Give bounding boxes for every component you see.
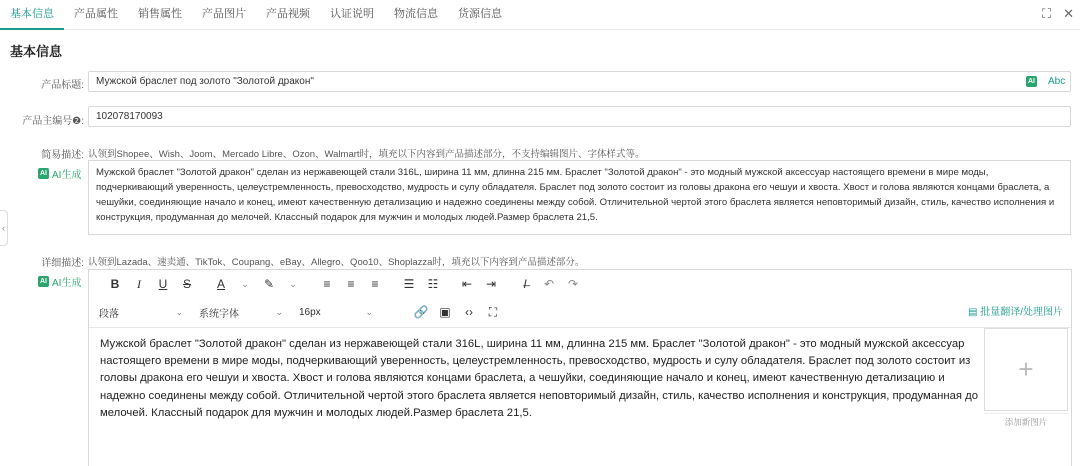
bold-icon[interactable]: B bbox=[110, 277, 120, 291]
image-icon[interactable]: ▣ bbox=[439, 305, 451, 319]
product-title-value: Мужской браслет под золото "Золотой дракон" bbox=[96, 76, 314, 87]
collapse-left-icon[interactable]: ‹ bbox=[0, 210, 8, 246]
outdent-icon[interactable]: ⇤ bbox=[461, 277, 473, 291]
chevron-down-icon[interactable]: ⌄ bbox=[289, 278, 297, 289]
numbered-list-icon[interactable]: ☷ bbox=[427, 277, 439, 291]
tab-certification[interactable]: 认证说明 bbox=[330, 7, 374, 20]
tab-logistics[interactable]: 物流信息 bbox=[394, 7, 438, 20]
brief-description-hint: 认领到Shopee、Wish、Joom、Mercado Libre、Ozon、Walmart时，填充以下内容到产品描述部分，不支持编辑图片、字体样式等。 bbox=[88, 149, 645, 160]
chevron-down-icon[interactable]: ⌄ bbox=[241, 278, 249, 289]
undo-icon[interactable]: ↶ bbox=[543, 277, 555, 291]
redo-icon[interactable]: ↷ bbox=[567, 277, 579, 291]
tab-basic-info[interactable]: 基本信息 bbox=[0, 0, 64, 30]
detail-ai-generate-button[interactable]: AI AI生成 bbox=[40, 278, 82, 289]
bullet-list-icon[interactable]: ☰ bbox=[403, 277, 415, 291]
close-icon[interactable]: ✕ bbox=[1063, 6, 1074, 21]
editor-toolbar-style bbox=[89, 299, 1071, 325]
chevron-down-icon: ⌄ bbox=[175, 306, 183, 317]
detail-description-label: 详细描述: bbox=[41, 258, 84, 269]
indent-icon[interactable]: ⇥ bbox=[485, 277, 497, 291]
underline-icon[interactable]: U bbox=[158, 277, 168, 291]
tab-product-attributes[interactable]: 产品属性 bbox=[74, 7, 118, 20]
batch-icon: ▤ bbox=[967, 307, 978, 318]
product-code-label: 产品主编号❷: bbox=[22, 116, 84, 127]
detail-description-hint: 认领到Lazada、速卖通、TikTok、Coupang、eBay、Allegro、Qoo10、Shoplazza时，填充以下内容到产品描述部分。 bbox=[88, 257, 585, 268]
align-center-icon[interactable]: ≡ bbox=[347, 277, 355, 291]
highlight-icon[interactable]: ✎ bbox=[263, 277, 275, 291]
editor-divider bbox=[89, 327, 1071, 328]
detail-description-content[interactable]: Мужской браслет "Золотой дракон" сделан из нержавеющей стали 316L, ширина 11 мм, длинна 215 мм. Браслет "Золотой дракон" - это модный мужской аксессуар настоящего времени в мире моды, подчеркивающий уверенность, целеустремленность, превосходство, мудрость и сулу обладателя. Браслет под золото состоит из головы дракона его чешуи и хвоста. Хвост и голова являются концами браслета, а чешуйки, соединяющие начало и конец, имеют качественную детализацию и надежно соединены между собой. Отличительной чертой этого браслета является неповторимый дизайн, стиль, качество исполнения и конструкция, продуманная до мелочей. Классный подарок для мужчин и молодых людей.Размер браслета 21,5. bbox=[100, 338, 978, 419]
rich-text-editor bbox=[88, 269, 1072, 466]
ai-icon: AI bbox=[40, 278, 47, 285]
tab-bar bbox=[0, 0, 1080, 30]
abc-button[interactable]: Abc bbox=[1048, 76, 1066, 87]
chevron-down-icon: ⌄ bbox=[275, 306, 283, 317]
add-image-label: 添加新图片 bbox=[984, 413, 1068, 428]
chevron-down-icon: ⌄ bbox=[365, 306, 373, 317]
plus-icon: + bbox=[1018, 354, 1034, 384]
add-image-button[interactable] bbox=[984, 328, 1068, 411]
clear-format-icon[interactable]: I̶ bbox=[523, 277, 527, 291]
section-title: 基本信息 bbox=[10, 44, 63, 59]
tab-source[interactable]: 货源信息 bbox=[458, 7, 502, 20]
fullscreen-icon[interactable]: ⛶ bbox=[1041, 6, 1052, 21]
font-family-select[interactable]: 系统字体 ⌄ bbox=[199, 306, 283, 320]
tab-product-video[interactable]: 产品视频 bbox=[266, 7, 310, 20]
paragraph-select[interactable]: 段落 ⌄ bbox=[99, 306, 183, 320]
align-right-icon[interactable]: ≡ bbox=[371, 277, 379, 291]
product-code-input[interactable] bbox=[88, 106, 1071, 127]
italic-icon[interactable]: I bbox=[137, 276, 141, 291]
tab-sales-attributes[interactable]: 销售属性 bbox=[138, 7, 182, 20]
font-color-icon[interactable]: A bbox=[216, 277, 225, 291]
batch-translate-button[interactable]: ▤ 批量翻译/处理图片 bbox=[967, 307, 1063, 318]
brief-description-label: 简易描述: bbox=[41, 150, 84, 161]
product-title-label: 产品标题: bbox=[41, 80, 84, 91]
code-icon[interactable]: ‹› bbox=[465, 305, 473, 319]
strikethrough-icon[interactable]: S bbox=[182, 277, 191, 291]
link-icon[interactable]: 🔗 bbox=[413, 305, 429, 319]
editor-toolbar-format bbox=[89, 270, 1071, 298]
fullscreen-icon[interactable]: ⛶ bbox=[488, 304, 498, 319]
brief-ai-generate-button[interactable]: AI AI生成 bbox=[40, 170, 82, 181]
ai-icon[interactable]: AI bbox=[1028, 78, 1035, 85]
tab-product-images[interactable]: 产品图片 bbox=[202, 7, 246, 20]
product-code-value: 102078170093 bbox=[96, 111, 163, 122]
brief-description-textarea[interactable]: Мужской браслет "Золотой дракон" сделан из нержавеющей стали 316L, ширина 11 мм, длинна 215 мм. Браслет "Золотой дракон" - это модный мужской аксессуар настоящего времени в мире моды, подчеркивающий уверенность, целеустремленность, превосходство, мудрость и сулу обладателя. Браслет под золото состоит из головы дракона его чешуи и хвоста. Хвост и голова являются концами браслета, а чешуйки, соединяющие начало и конец, имеют качественную детализацию и надежно соединены между собой. Отличительной чертой этого браслета является неповторимый дизайн, стиль, качество исполнения и конструкция, продуманная до мелочей. Классный подарок для мужчин и молодых людей.Размер браслета 21,5. bbox=[88, 160, 1071, 235]
font-size-select[interactable]: 16px ⌄ bbox=[299, 306, 373, 318]
align-left-icon[interactable]: ≡ bbox=[323, 277, 331, 291]
product-title-input[interactable] bbox=[88, 71, 1071, 92]
ai-icon: AI bbox=[40, 170, 47, 177]
